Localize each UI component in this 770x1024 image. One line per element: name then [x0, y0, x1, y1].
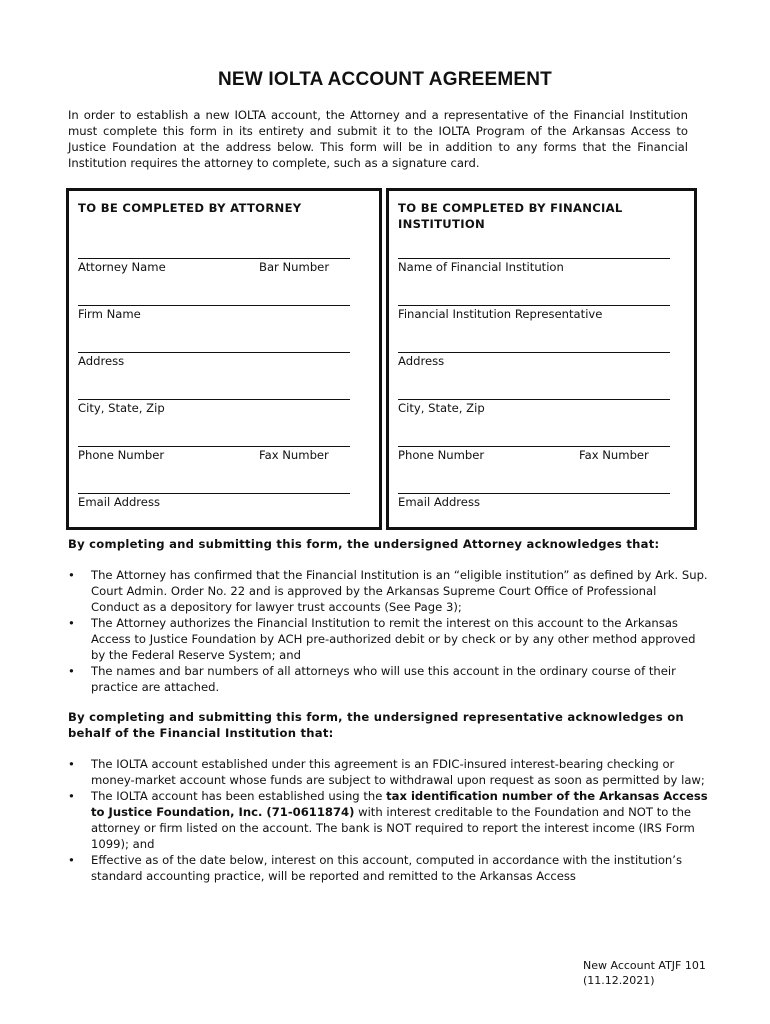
institution-address-field[interactable]	[398, 352, 670, 372]
field-label: Email Address	[78, 495, 161, 509]
field-label: Phone Number	[78, 448, 165, 462]
form-footer	[583, 958, 706, 988]
attorney-ack-list	[68, 567, 708, 695]
page-title: NEW IOLTA ACCOUNT AGREEMENT	[217, 69, 552, 90]
field-label: Attorney Name	[78, 260, 166, 274]
attorney-section-heading: TO BE COMPLETED BY ATTORNEY	[78, 201, 302, 215]
signature-line	[398, 493, 670, 494]
institution-name-field[interactable]	[398, 258, 670, 278]
signature-line	[78, 446, 350, 447]
institution-email-field[interactable]	[398, 493, 670, 513]
field-label-secondary: Fax Number	[259, 448, 329, 462]
bullet-icon: •	[68, 568, 75, 582]
bullet-icon: •	[68, 853, 75, 867]
field-label: Financial Institution Representative	[398, 307, 603, 321]
field-label-secondary: Bar Number	[259, 260, 330, 274]
form-number: New Account ATJF 101	[583, 959, 706, 972]
tax-id-emphasis: tax identification number of the Arkansas Access to Justice Foundation, Inc. (71-0611874)	[91, 789, 708, 819]
signature-line	[78, 305, 350, 306]
list-item-text: The Attorney has confirmed that the Financial Institution is an “eligible institution” as defined by Ark. Sup. Court Admin. Order No. 22 and is approved by the Arkansas Supreme Court Office of Professional Conduct as a depository for lawyer trust accounts (See Page 3);	[91, 568, 708, 614]
bullet-icon: •	[68, 664, 75, 678]
firm-name-field[interactable]	[78, 305, 350, 325]
list-item-text: Effective as of the date below, interest on this account, computed in accordance with the institution’s standard accounting practice, will be reported and remitted to the Arkansas Access	[91, 853, 683, 883]
attorney-email-field[interactable]	[78, 493, 350, 513]
rep-ack-heading: By completing and submitting this form, the undersigned representative acknowledges on behalf of the Financial Institution that:	[68, 710, 684, 740]
field-label-secondary: Fax Number	[579, 448, 649, 462]
form-revision-date: (11.12.2021)	[583, 974, 655, 987]
attorney-city-state-zip-field[interactable]	[78, 399, 350, 419]
intro-paragraph: In order to establish a new IOLTA account, the Attorney and a representative of the Financial Institution must complete this form in its entirety and submit it to the IOLTA Program of the Arkansas Access to Justice Foundation at the address below. This form will be in addition to any forms that the Financial Institution requires the attorney to complete, such as a signature card.	[68, 108, 688, 170]
signature-line	[398, 305, 670, 306]
list-item	[68, 756, 708, 788]
list-item-text: The IOLTA account established under this agreement is an FDIC-insured interest-bearing checking or money-market account whose funds are subject to withdrawal upon request as soon as permitted by law;	[91, 757, 705, 787]
signature-line	[78, 258, 350, 259]
signature-line	[78, 493, 350, 494]
list-item-text: The names and bar numbers of all attorneys who will use this account in the ordinary course of their practice are attached.	[91, 664, 676, 694]
field-label: Address	[78, 354, 125, 368]
field-label: Phone Number	[398, 448, 485, 462]
signature-line	[398, 446, 670, 447]
list-item-text-end: with interest creditable to the Foundation and NOT to the attorney or firm listed on the account. The bank is NOT required to report the interest income (IRS Form 1099); and	[91, 805, 695, 851]
attorney-ack-heading: By completing and submitting this form, the undersigned Attorney acknowledges that:	[68, 537, 660, 551]
list-item	[68, 852, 708, 884]
rep-ack-list	[68, 756, 708, 884]
field-label: Address	[398, 354, 445, 368]
signature-line	[78, 352, 350, 353]
list-item	[68, 663, 708, 695]
attorney-name-field[interactable]	[78, 258, 350, 278]
attorney-phone-field[interactable]	[78, 446, 350, 466]
field-label: Firm Name	[78, 307, 141, 321]
list-item	[68, 567, 708, 615]
institution-section-heading: TO BE COMPLETED BY FINANCIAL INSTITUTION	[398, 201, 623, 231]
field-label: City, State, Zip	[78, 401, 165, 415]
bullet-icon: •	[68, 757, 75, 771]
signature-line	[398, 352, 670, 353]
signature-line	[398, 399, 670, 400]
signature-line	[78, 399, 350, 400]
signature-line	[398, 258, 670, 259]
institution-representative-field[interactable]	[398, 305, 670, 325]
list-item-text-start: The IOLTA account has been established using the	[91, 789, 387, 803]
attorney-section-box	[66, 188, 382, 530]
institution-phone-field[interactable]	[398, 446, 670, 466]
list-item	[68, 615, 708, 663]
institution-section-box	[386, 188, 697, 530]
bullet-icon: •	[68, 616, 75, 630]
institution-city-state-zip-field[interactable]	[398, 399, 670, 419]
bullet-icon: •	[68, 789, 75, 803]
field-label: City, State, Zip	[398, 401, 485, 415]
list-item	[68, 788, 708, 852]
attorney-address-field[interactable]	[78, 352, 350, 372]
list-item-text: The Attorney authorizes the Financial Institution to remit the interest on this account to the Arkansas Access to Justice Foundation by ACH pre-authorized debit or by check or by any other method approved by the Federal Reserve System; and	[91, 616, 696, 662]
field-label: Name of Financial Institution	[398, 260, 564, 274]
field-label: Email Address	[398, 495, 481, 509]
